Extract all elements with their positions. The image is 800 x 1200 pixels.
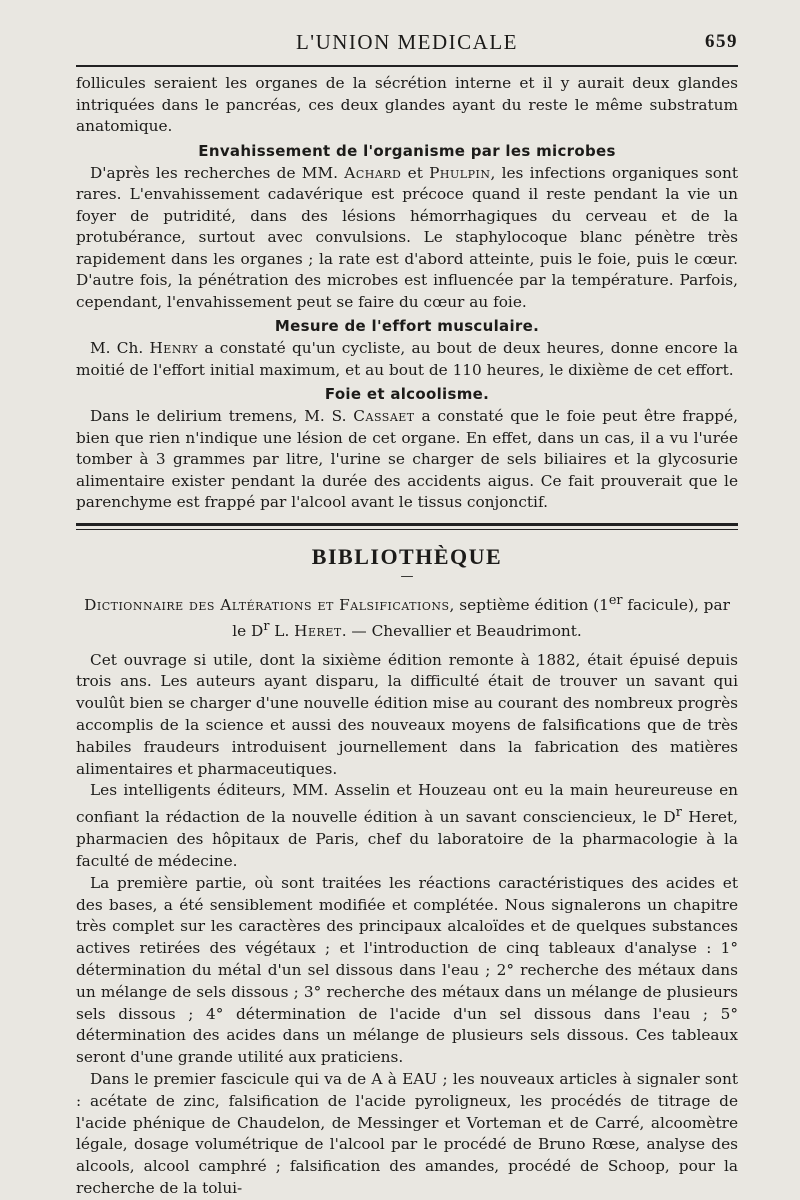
bibliotheque-title: BIBLIOTHÈQUE [311, 543, 503, 569]
section-heading-microbes: Envahissement de l'organisme par les microbes [198, 141, 616, 160]
section-divider [76, 523, 738, 530]
author-name: Phulpin [429, 163, 491, 182]
journal-title: L'UNION MEDICALE [295, 30, 518, 54]
title-dash: — [400, 568, 414, 584]
author-name: Cassaet [353, 407, 415, 425]
paragraph-microbes [76, 163, 738, 314]
author-name: Henry [149, 339, 199, 357]
superscript: r [263, 618, 270, 634]
review-paragraph-1: Cet ouvrage si utile, dont la sixième édition remonte à 1882, était épuisé depuis trois ans. Les auteurs ayant disparu, la difficulté était de trouver un savant qui voulût bien se charger d'une nouvelle édition mise au courant des nombreux progrès accomplis de la science et aussi des nouveaux moyens de falsifications que de très habiles fraudeurs introduisent journellement dans la fabrication des matières alimentaires et pharmaceutiques. [76, 650, 738, 778]
author-name: Heret [294, 621, 342, 640]
text-run: Les intelligents éditeurs, MM. Asselin et Houzeau ont eu la main heureureuse en confiant la rédaction de la nouvelle édition à un savant consciencieux, le D [76, 781, 738, 827]
divider-thick-line [76, 523, 738, 526]
review-paragraph-3: La première partie, où sont traitées les réactions caractéristiques des acides et des bases, a été sensiblement modifiée et complétée. Nous signalerons un chapitre très complet sur les caractères des principaux alcaloïdes et de quelques substances actives retirées des végétaux ; et l'introduction de cinq tableaux d'analyse : 1° détermination du métal d'un sel dissous dans l'eau ; 2° recherche des métaux dans un mélange de sels dissous ; 3° recherche des métaux dans un mélange de plusieurs sels dissous ; 4° détermination de l'acide d'un sel dissous dans l'eau ; 5° détermination des acides dans un mélange de plusieurs sels dissous. Ces tableaux seront d'une grande utilité aux praticiens. [76, 873, 738, 1067]
section-heading-effort: Mesure de l'effort musculaire. [274, 317, 540, 335]
running-header [76, 30, 738, 56]
superscript: er [608, 592, 623, 608]
text-run: a constaté qu'un cycliste, au bout de deux heures, donne encore la moitié de l'effort initial maximum, et au bout de 110 heures, le dixième de cet effort. [76, 339, 739, 379]
text-run: et [401, 163, 430, 182]
review-body [76, 650, 738, 1200]
text-run: , septième édition (1 [449, 595, 609, 614]
paragraph-alcoolisme [76, 406, 738, 514]
divider-thin-line [76, 529, 738, 530]
review-paragraph-2 [76, 780, 738, 872]
text-run: Heret, pharmacien des hôpitaux de Paris, chef du laboratoire de la pharmacologie à la faculté de médecine. [76, 808, 738, 870]
text-run: a constaté que le foie peut être frappé, bien que rien n'indique une lésion de cet organe. En effet, dans un cas, il a vu l'urée tomber à 3 grammes par litre, l'urine se charger de sels biliaires et la glycosurie alimentaire exister pendant la durée des accidents aigus. Ce fait prouverait que le parenchyme est frappé par l'alcool avant le tissus conjonctif. [76, 407, 738, 511]
paragraph-effort [76, 338, 738, 381]
header-rule [76, 65, 738, 67]
text-run: facicule), par le D [232, 595, 730, 640]
text-run: M. Ch. [90, 339, 150, 357]
book-title: Dictionnaire des Altérations et Falsifications [84, 595, 450, 614]
review-paragraph-4: Dans le premier fascicule qui va de A à EAU ; les nouveaux articles à signaler sont : acétate de zinc, falsification de l'acide pyroligneux, les procédés de titrage de l'acide phénique de Chaudelon, de Messinger et Vorteman et de Carré, alcoomètre légale, dosage volumétrique de l'alcool par le procédé de Bruno Rœse, analyse des alcools, alcool camphré ; falsification des amandes, procédé de Schoop, pour la recherche de la tolui- [76, 1069, 738, 1197]
text-run: , les infections organiques sont rares. L'envahissement cadavérique est précoce quand il reste pendant la vie un foyer de putridité, dans des lésions hémorrhagiques du cerveau et de la protubérance, surtout avec convulsions. Le staphylocoque blanc pénètre très rapidement dans les organes ; la rate est d'abord atteinte, puis le foie, puis le cœur. D'autre fois, la pénétration des microbes est influencée par la température. Parfois, cependant, l'envahissement peut se faire du cœur au foie. [76, 163, 738, 311]
author-name: Achard [344, 163, 402, 182]
book-entry [76, 590, 738, 642]
superscript: r [675, 805, 682, 821]
text-run: L. [269, 621, 295, 640]
section-heading-alcoolisme: Foie et alcoolisme. [324, 385, 490, 403]
text-run: . — Chevallier et Beaudrimont. [341, 621, 582, 640]
text-run: D'après les recherches de MM. [90, 163, 345, 182]
intro-paragraph: follicules seraient les organes de la sécrétion interne et il y aurait deux glandes intriquées dans le pancréas, ces deux glandes ayant du reste le même substratum anatomique. [76, 74, 738, 135]
page-number: 659 [705, 31, 738, 52]
text-run: Dans le delirium tremens, M. S. [90, 407, 354, 425]
